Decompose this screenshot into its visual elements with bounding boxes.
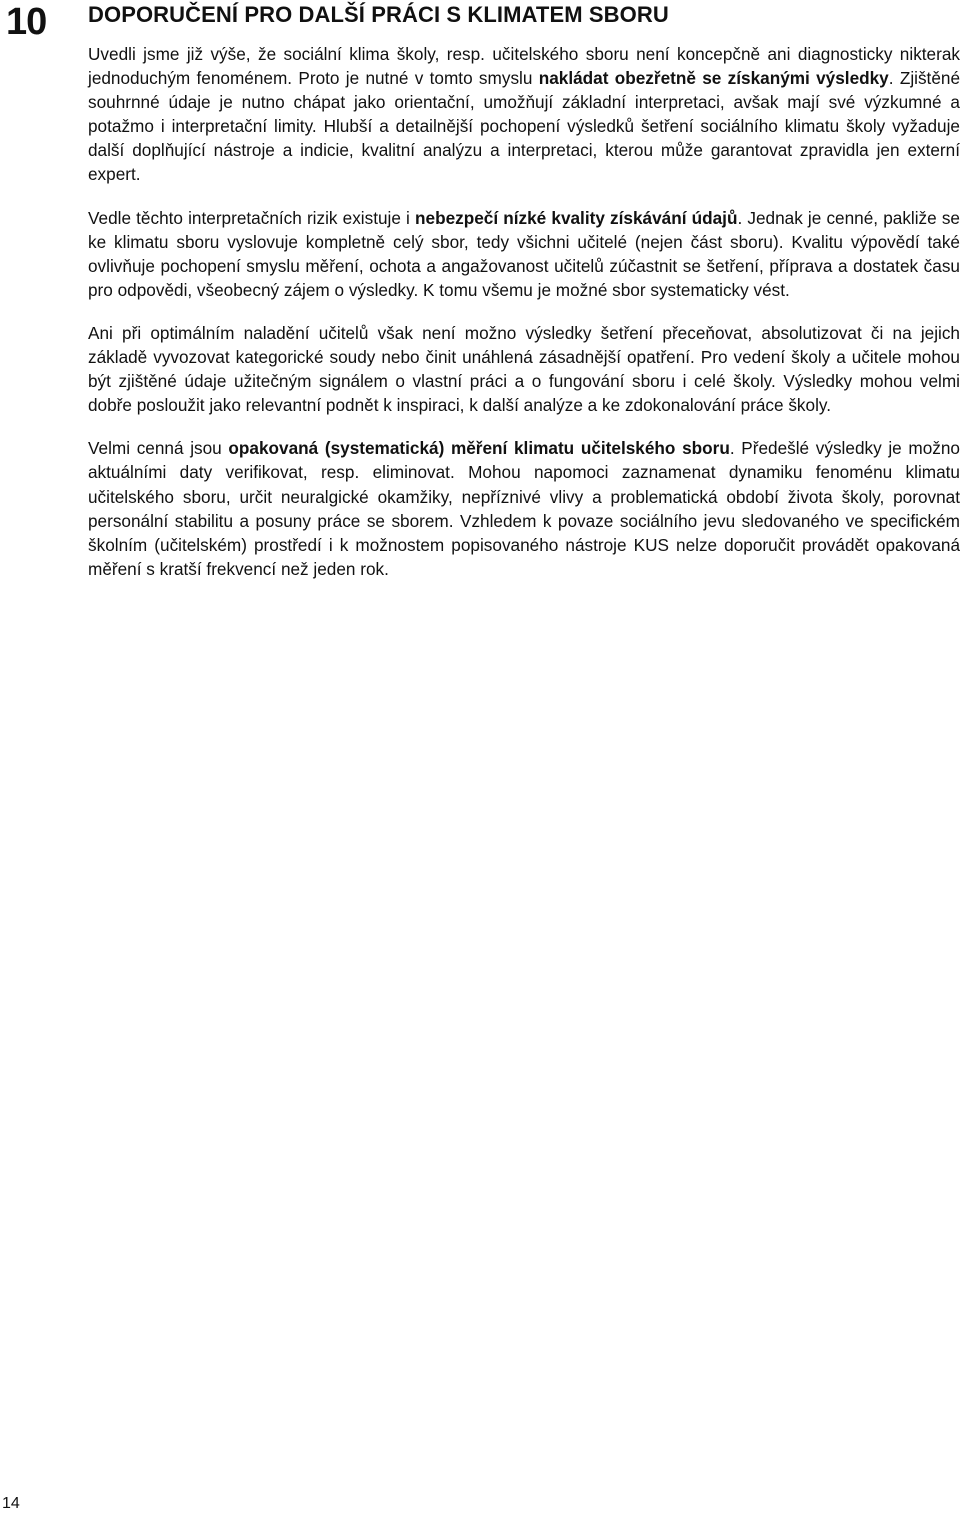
paragraph-2-emphasis: nebezpečí nízké kvality získávání údajů	[415, 207, 738, 228]
paragraph-1-text: Uvedli jsme již výše, že sociální klima školy, resp. učitelského sboru není koncepčně ani diagnosticky nikterak jednoduchým fenoménem. Proto je nutné v tomto smyslu	[88, 44, 960, 89]
paragraph-4-text-cont: . Předešlé výsledky je možno aktuálními daty verifikovat, resp. eliminovat. Mohou napomoci zaznamenat dynamiku fenoménu klimatu učitelského sboru, určit neuralgické okamžiky, nepříznivé vlivy a problematická období života školy, porovnat personální stabilitu a posuny práce se sborem. Vzhledem k povaze sociálního jevu sledovaného ve specifickém školním (učitelském) prostředí i k možnostem popisovaného nástroje KUS nelze doporučit provádět opakovaná měření s kratší frekvencí než jeden rok.	[88, 438, 960, 579]
chapter-title: DOPORUČENÍ PRO DALŠÍ PRÁCI S KLIMATEM SBORU	[88, 2, 669, 27]
paragraph-2-text: Vedle těchto interpretačních rizik existuje i	[88, 207, 416, 228]
paragraph-4	[88, 436, 960, 581]
paragraph-3	[88, 321, 960, 417]
paragraph-1	[88, 42, 960, 187]
paragraph-1-text-cont: . Zjištěné souhrnné údaje je nutno chápat jako orientační, umožňují základní interpretaci, avšak mají své výzkumné a potažmo i interpretační limity. Hlubší a detailnější pochopení výsledků šetření sociálního klimatu školy vyžaduje další doplňující nástroje a indicie, kvalitní analýzu a interpretaci, kterou může garantovat zpravidla jen externí expert.	[88, 68, 960, 185]
paragraph-1-emphasis: nakládat obezřetně se získanými výsledky	[538, 68, 889, 89]
paragraph-2-text-cont: . Jednak je cenné, pakliže se ke klimatu sboru vyslovuje kompletně celý sbor, tedy všichni učitelé (nejen část sboru). Kvalitu výpovědí také ovlivňuje pochopení smyslu měření, ochota a angažovanost učitelů zúčastnit se šetření, příprava a dostatek času pro odpovědi, všeobecný zájem o výsledky. K tomu všemu je možné sbor systematicky vést.	[88, 207, 960, 300]
body-text	[88, 42, 960, 600]
page-number: 14	[2, 1495, 20, 1512]
paragraph-2	[88, 206, 960, 302]
paragraph-4-emphasis: opakovaná (systematická) měření klimatu učitelského sboru	[228, 438, 730, 459]
paragraph-4-text: Velmi cenná jsou	[88, 438, 229, 459]
chapter-number: 10	[6, 1, 47, 43]
paragraph-3-text: Ani při optimálním naladění učitelů však není možno výsledky šetření přeceňovat, absolutizovat či na jejich základě vyvozovat kategorické soudy nebo činit unáhlená zásadnější opatření. Pro vedení školy a učitele mohou být zjištěné údaje užitečným signálem o vlastní práci a o fungování sboru i celé školy. Výsledky mohou velmi dobře posloužit jako relevantní podnět k inspiraci, k další analýze a ke zdokonalování práce školy.	[88, 322, 960, 416]
